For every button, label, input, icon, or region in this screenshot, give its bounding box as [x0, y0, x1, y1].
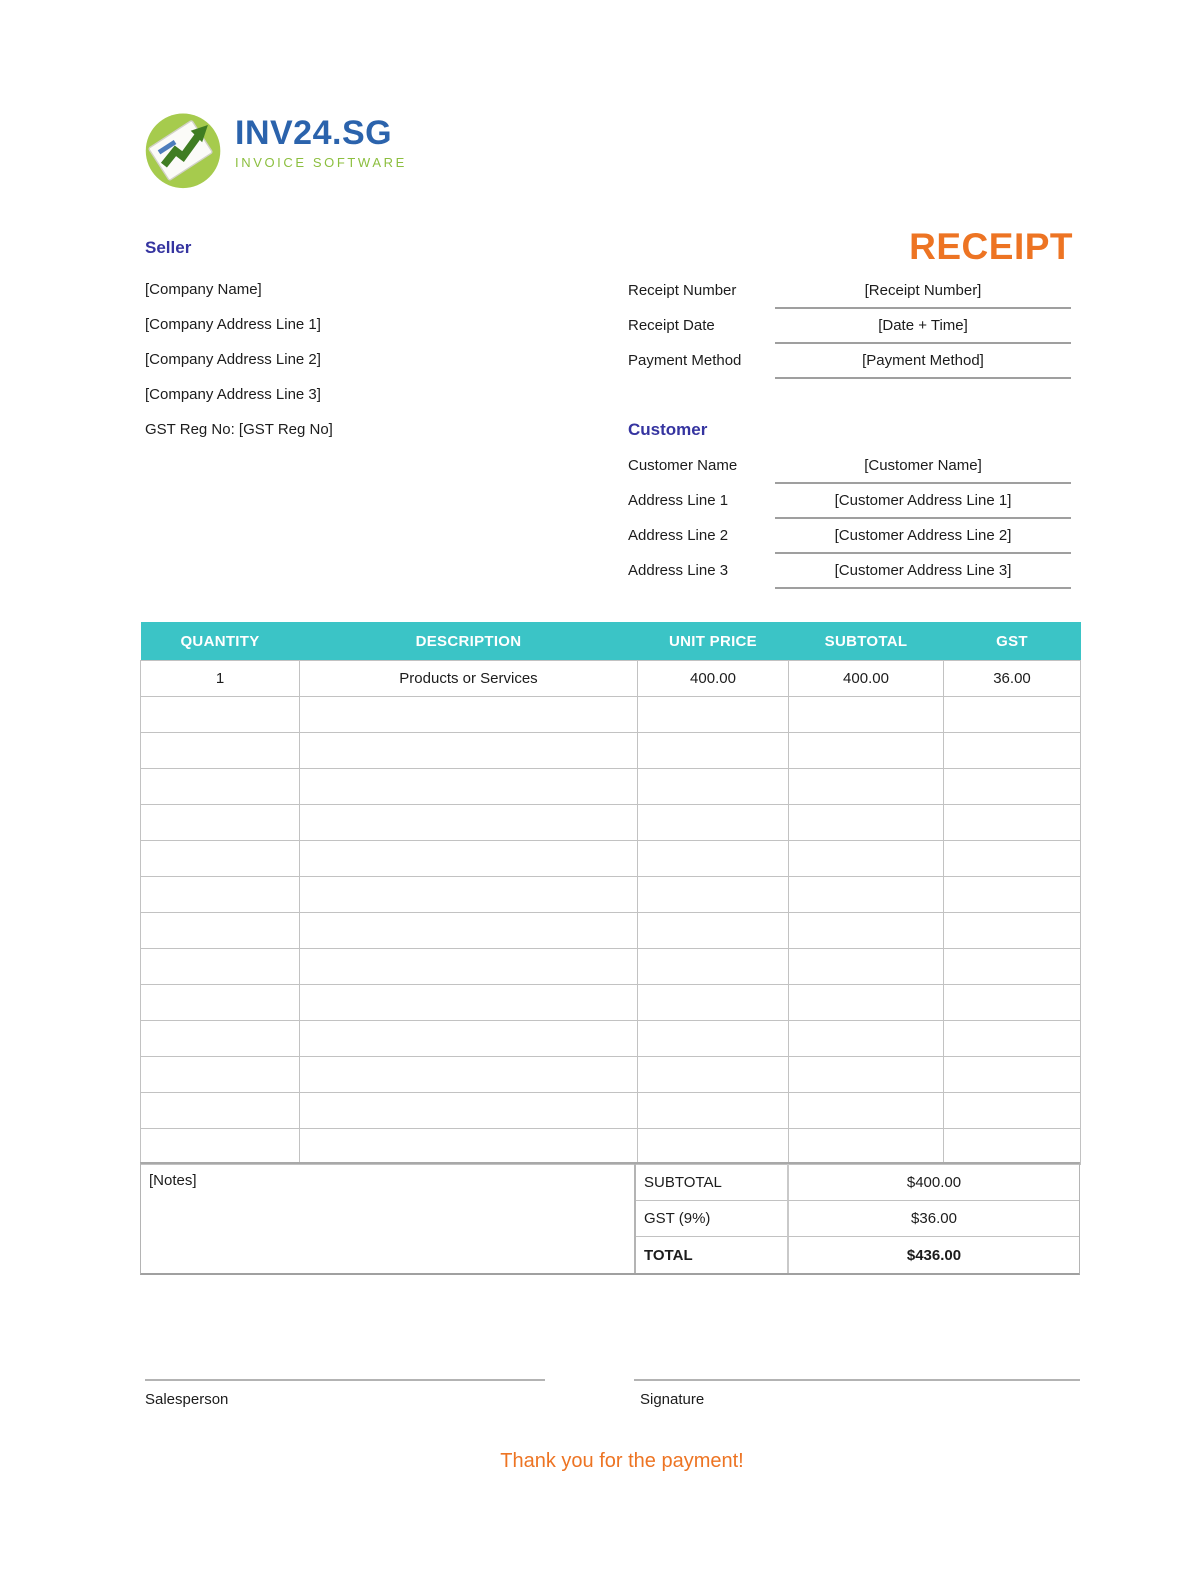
receipt-date-label: Receipt Date	[628, 317, 715, 334]
notes-totals-block	[140, 1162, 1080, 1275]
customer-address-1-row	[628, 491, 1071, 526]
logo-subtitle: INVOICE SOFTWARE	[235, 155, 407, 170]
customer-address-1-value: [Customer Address Line 1]	[775, 491, 1071, 519]
receipt-number-label: Receipt Number	[628, 282, 737, 299]
column-header-description: DESCRIPTION	[300, 622, 638, 661]
receipt-number-row	[628, 281, 1071, 316]
totals-total-value: $436.00	[787, 1237, 1079, 1273]
table-empty-row	[141, 733, 1081, 769]
customer-address-3-value: [Customer Address Line 3]	[775, 561, 1071, 589]
customer-address-1-label: Address Line 1	[628, 492, 729, 509]
signature-line	[634, 1379, 1080, 1381]
invoice-software-logo-icon	[141, 104, 227, 195]
customer-name-row	[628, 456, 1071, 491]
receipt-number-value: [Receipt Number]	[775, 281, 1071, 309]
item-gst: 36.00	[944, 661, 1081, 697]
thank-you-message: Thank you for the payment!	[500, 1450, 744, 1472]
customer-address-2-row	[628, 526, 1071, 561]
column-header-gst: GST	[944, 622, 1081, 661]
customer-address-2-label: Address Line 2	[628, 527, 729, 544]
payment-method-value: [Payment Method]	[775, 351, 1071, 379]
payment-method-label: Payment Method	[628, 352, 742, 369]
seller-company-name: [Company Name]	[145, 281, 262, 298]
totals-gst-label: GST (9%)	[636, 1201, 787, 1237]
customer-address-3-label: Address Line 3	[628, 562, 729, 579]
table-empty-row	[141, 949, 1081, 985]
seller-gst-reg-no: GST Reg No: [GST Reg No]	[145, 421, 333, 438]
salesperson-label: Salesperson	[145, 1391, 229, 1408]
item-quantity: 1	[141, 661, 300, 697]
receipt-meta	[628, 281, 1071, 386]
customer-name-value: [Customer Name]	[775, 456, 1071, 484]
item-subtotal: 400.00	[789, 661, 944, 697]
table-empty-row	[141, 913, 1081, 949]
seller-lines	[145, 281, 333, 456]
items-table	[140, 622, 1081, 1165]
logo-title: INV24.SG	[235, 114, 393, 152]
table-empty-row	[141, 1021, 1081, 1057]
salesperson-signature-line	[145, 1379, 545, 1381]
totals-subtotal-label: SUBTOTAL	[636, 1164, 787, 1201]
table-empty-row	[141, 1093, 1081, 1129]
customer-address-2-value: [Customer Address Line 2]	[775, 526, 1071, 554]
table-empty-row	[141, 1129, 1081, 1165]
table-row	[141, 661, 1081, 697]
customer-heading: Customer	[628, 420, 708, 439]
table-empty-row	[141, 985, 1081, 1021]
seller-address-line-3: [Company Address Line 3]	[145, 386, 321, 403]
logo	[141, 104, 407, 195]
document-title: RECEIPT	[909, 226, 1073, 267]
table-empty-row	[141, 841, 1081, 877]
table-empty-row	[141, 697, 1081, 733]
column-header-subtotal: SUBTOTAL	[789, 622, 944, 661]
notes-cell: [Notes]	[141, 1164, 636, 1273]
receipt-date-row	[628, 316, 1071, 351]
column-header-quantity: QUANTITY	[141, 622, 300, 661]
table-empty-row	[141, 1057, 1081, 1093]
table-empty-row	[141, 769, 1081, 805]
seller-address-line-2: [Company Address Line 2]	[145, 351, 321, 368]
table-empty-row	[141, 877, 1081, 913]
totals-subtotal-value: $400.00	[787, 1164, 1079, 1201]
customer-fields	[628, 456, 1071, 596]
items-table-header	[141, 622, 1081, 661]
totals-gst-value: $36.00	[787, 1201, 1079, 1237]
payment-method-row	[628, 351, 1071, 386]
item-unit-price: 400.00	[638, 661, 789, 697]
receipt-date-value: [Date + Time]	[775, 316, 1071, 344]
item-description: Products or Services	[300, 661, 638, 697]
seller-address-line-1: [Company Address Line 1]	[145, 316, 321, 333]
customer-name-label: Customer Name	[628, 457, 738, 474]
column-header-unit-price: UNIT PRICE	[638, 622, 789, 661]
signature-label: Signature	[640, 1391, 705, 1408]
totals-total-label: TOTAL	[644, 1246, 693, 1264]
table-empty-row	[141, 805, 1081, 841]
customer-address-3-row	[628, 561, 1071, 596]
items-table-body	[141, 661, 1081, 1165]
seller-heading: Seller	[145, 238, 192, 257]
